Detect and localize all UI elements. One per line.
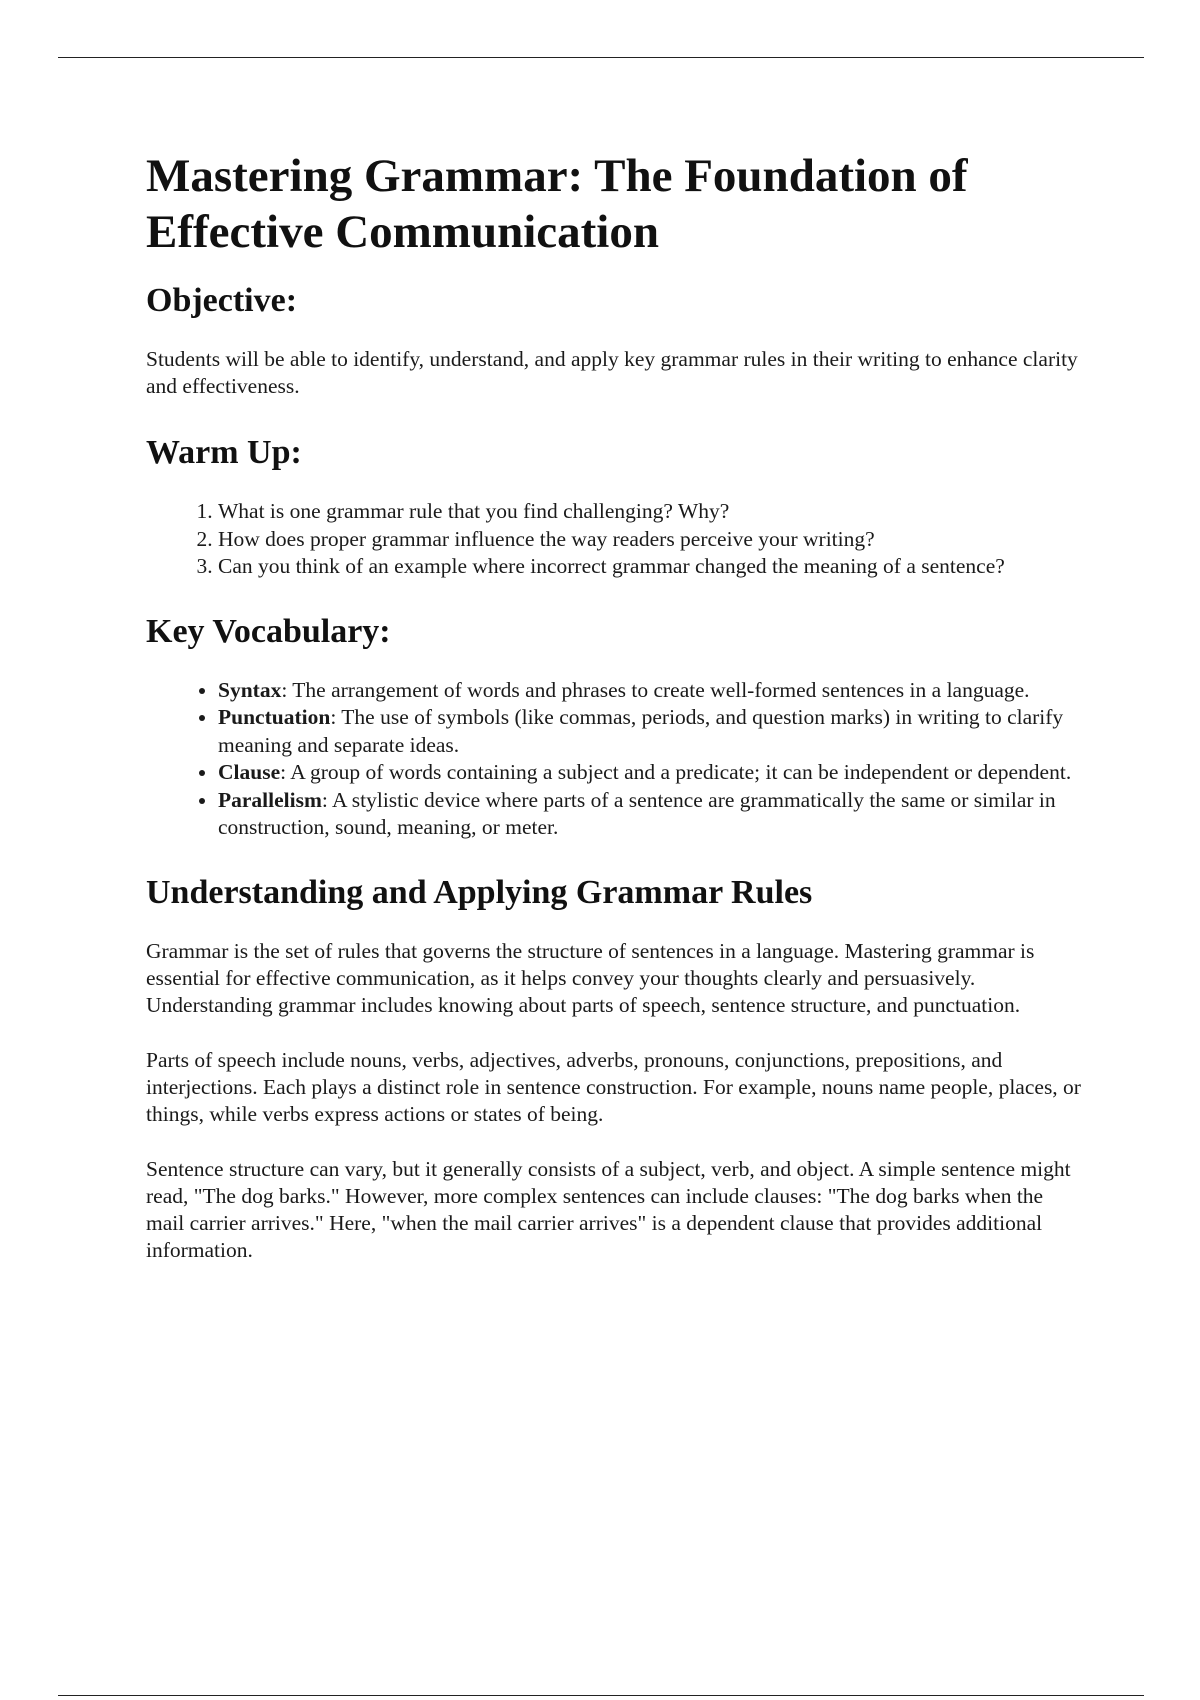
vocabulary-item-punctuation — [218, 704, 1081, 759]
document-body — [146, 148, 1081, 1264]
vocabulary-term: Clause — [218, 760, 281, 784]
grammar-rules-paragraph: Sentence structure can vary, but it generally consists of a subject, verb, and object. A simple sentence might read, "The dog barks." However, more complex sentences can include clauses: "The dog barks when the mail carrier arrives." Here, "when the mail carrier arrives" is a dependent clause that provides additional information. — [146, 1156, 1071, 1262]
vocabulary-term: Parallelism — [218, 787, 322, 812]
bottom-divider — [58, 1695, 1144, 1696]
list-item: 3. Can you think of an example where incorrect grammar changed the meaning of a sentence? — [218, 553, 1081, 581]
vocabulary-term: Syntax — [218, 677, 282, 702]
list-item: 2. How does proper grammar influence the way readers perceive your writing? — [218, 526, 1081, 554]
top-divider — [58, 57, 1144, 58]
vocabulary-term: Punctuation — [218, 705, 331, 729]
objective-text: Students will be able to identify, understand, and apply key grammar rules in their writing to enhance clarity and effectiveness. — [146, 347, 1078, 398]
vocabulary-definition: : A group of words containing a subject and a predicate; it can be independent or dependent. — [280, 760, 1072, 784]
grammar-rules-paragraph: Parts of speech include nouns, verbs, adjectives, adverbs, pronouns, conjunctions, prepositions, and interjections. Each plays a distinct role in sentence construction. For example, nouns name people, places, or things, while verbs express actions or states of being. — [146, 1047, 1081, 1126]
objective-heading: Objective: — [146, 282, 298, 319]
vocabulary-heading: Key Vocabulary: — [146, 612, 391, 650]
vocabulary-item-parallelism — [218, 787, 1081, 842]
warm-up-list — [146, 498, 1081, 581]
vocabulary-list — [146, 677, 1081, 842]
grammar-rules-heading: Understanding and Applying Grammar Rules — [146, 873, 813, 911]
vocabulary-item-clause — [218, 759, 1081, 787]
warm-up-heading: Warm Up: — [146, 434, 302, 471]
vocabulary-definition: : The use of symbols (like commas, periods, and question marks) in writing to clarify meaning and separate ideas. — [218, 705, 1064, 757]
grammar-rules-paragraph: Grammar is the set of rules that governs the structure of sentences in a language. Mastering grammar is essential for effective communication, as it helps convey your thoughts clearly and persuasively. Understanding grammar includes knowing about parts of speech, sentence structure, and punctuation. — [146, 938, 1035, 1017]
vocabulary-item-syntax — [218, 677, 1081, 705]
vocabulary-definition: : A stylistic device where parts of a sentence are grammatically the same or similar in construction, sound, meaning, or meter. — [218, 787, 1056, 839]
list-item: 1. What is one grammar rule that you find challenging? Why? — [218, 498, 1081, 526]
vocabulary-definition: : The arrangement of words and phrases to create well-formed sentences in a language. — [281, 677, 1030, 702]
page-title: Mastering Grammar: The Foundation of Effective Communication — [146, 150, 968, 258]
